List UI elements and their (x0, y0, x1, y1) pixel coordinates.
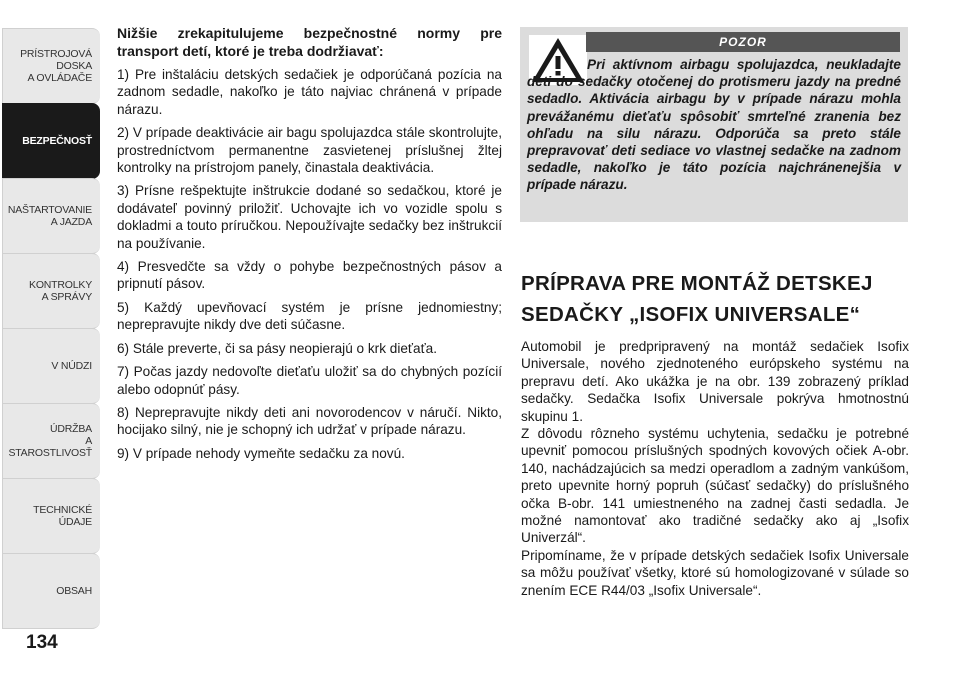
rule-item: 1) Pre inštaláciu detských sedačiek je odporúčaná pozícia na zadnom sedadle, nakoľko je táto najviac chránená v prípade nárazu. (117, 67, 502, 117)
rule-item: 4) Presvedčte sa vždy o pohybe bezpečnostných pásov a pripnutí pásov. (117, 259, 502, 292)
isofix-column (521, 338, 909, 599)
tab-obsah[interactable]: OBSAH (2, 553, 100, 629)
rule-item: 9) V prípade nehody vymeňte sedačku za novú. (117, 445, 405, 461)
isofix-paragraph: Pripomíname, že v prípade detských sedačiek Isofix Universale sa môžu používať všetky, ktoré sú homologizované v súlade so znením ECE R44/03 „Isofix Universale“. (521, 547, 909, 598)
isofix-paragraph: Z dôvodu rôzneho systému uchytenia, sedačku je potrebné upevniť pomocou príslušných spodných kovových očiek A-obr. 140, nachádzajúcich sa medzi operadlom a zadným vankúšom, preto upevnite horný popruh (súčasť sedačky) do príslušného očka B-obr. 141 umiestneného na zadnej časti sedadla. Je možné namontovať ako tradičné sedačky ako aj „Isofix Univerzál“. (521, 426, 909, 546)
page-number: 134 (26, 632, 58, 653)
section-title: PRÍPRAVA PRE MONTÁŽ DETSKEJ SEDAČKY „ISOFIX UNIVERSALE“ (521, 272, 873, 326)
tab-v-nudzi[interactable]: V NÚDZI (2, 328, 100, 404)
rule-item: 7) Počas jazdy nedovoľte dieťaťu uložiť sa do chybných pozícií alebo odopnúť pásy. (117, 364, 502, 397)
rule-item: 8) Neprepravujte nikdy deti ani novorodencov v náručí. Nikto, hocijako silný, nie je schopný ich udržať v prípade nárazu. (117, 404, 502, 438)
tab-bezpecnost[interactable]: BEZPEČNOSŤ (2, 103, 100, 179)
rule-item: 3) Prísne rešpektujte inštrukcie dodané so sedačkou, ktoré je dodávateľ povinný priložiť. Uchovajte ich vo vozidle spolu s dokladmi a touto príručkou. Nepoužívajte sedačky bez inštrukcií na používanie. (117, 183, 502, 251)
tab-nastartovanie[interactable]: NAŠTARTOVANIE A JAZDA (2, 178, 100, 254)
tab-kontrolky[interactable]: KONTROLKY A SPRÁVY (2, 253, 100, 329)
warning-box (520, 27, 908, 222)
isofix-paragraph: Automobil je predpripravený na montáž sedačiek Isofix Universale, nového zjednoteného európskeho systému na prepravu detí. Ako ukážka je na obr. 139 zobrazený príklad sedačky. Sedačka Isofix Universale pokrýva hmotnostnú skupinu 1. (521, 339, 909, 424)
rule-item: 2) V prípade deaktivácie air bagu spolujazdca stále skontrolujte, prostredníctvom permanentne zasvietenej príslušnej žltej kontrolky na prístrojom panely, činastala deaktivácia. (117, 125, 502, 176)
rule-item: 6) Stále preverte, či sa pásy neopierajú o krk dieťaťa. (117, 340, 437, 356)
warning-text: Pri aktívnom airbagu spolujazdca, neukladajte deti do sedačky otočenej do protismeru jazdy na predné sedadlo. Aktivácia airbagu by v prípade nárazu mohla prevážanému dieťaťu spôsobiť smrteľné zranenia bez ohľadu na silu nárazu. Odporúča sa preto stále prepravovať deti sediace vo vlastnej sedačke na zadnom sedadle, nakoľko je táto pozícia najchránenejšia v prípade nárazu. (527, 57, 901, 193)
tab-pristrojova-doska[interactable]: PRÍSTROJOVÁ DOSKA A OVLÁDAČE (2, 28, 100, 104)
safety-rules-column (117, 24, 502, 468)
warning-label: POZOR (586, 32, 900, 52)
rule-item: 5) Každý upevňovací systém je prísne jednomiestny; neprepravujte nikdy dve deti súčasne. (117, 299, 502, 333)
tab-technicke-udaje[interactable]: TECHNICKÉ ÚDAJE (2, 478, 100, 554)
rules-intro: Nižšie zrekapitulujeme bezpečnostné normy pre transport detí, ktoré je treba dodržiavať: (117, 25, 502, 59)
tab-udrzba[interactable]: ÚDRŽBA A STAROSTLIVOSŤ (2, 403, 100, 479)
chapter-sidebar (0, 0, 104, 677)
